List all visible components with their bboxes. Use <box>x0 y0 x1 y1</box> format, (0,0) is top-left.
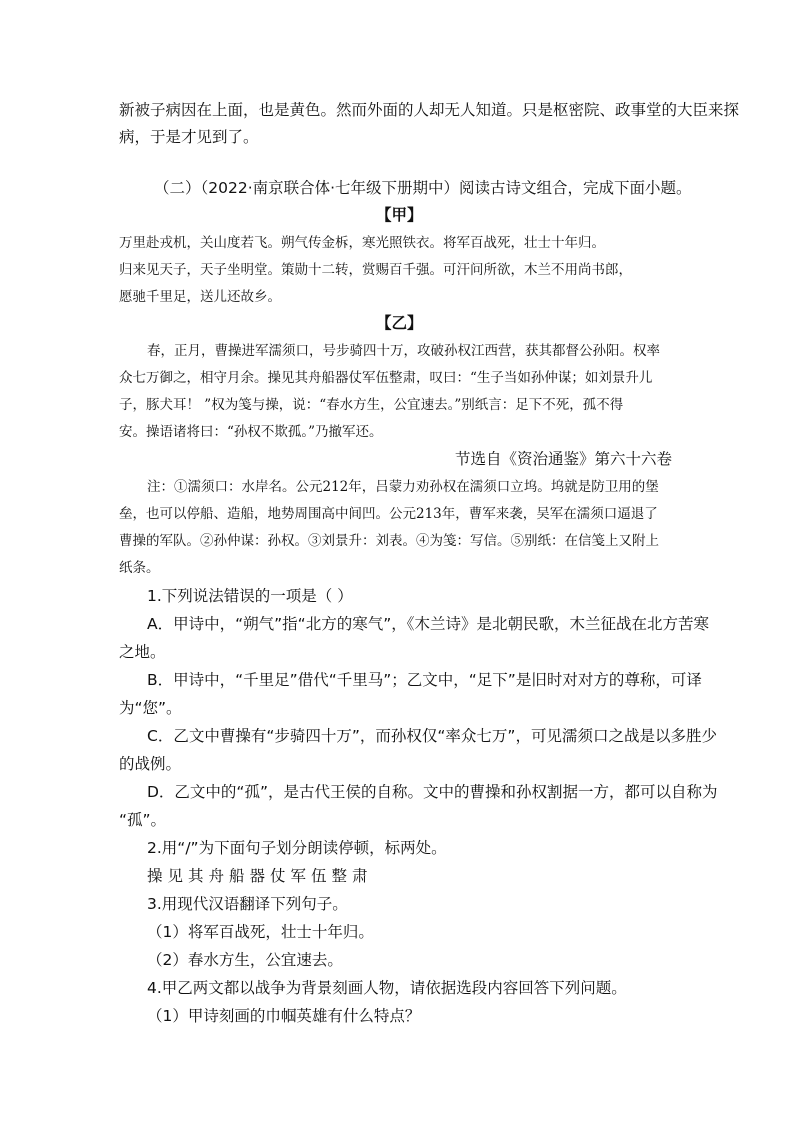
poem-jia-title: 【甲】 <box>376 206 423 224</box>
question-3-item: （1）将军百战死，壮士十年归。 <box>147 923 374 941</box>
note-line: 垒，也可以停船、造船，地势周围高中间凹。公元213年，曹军来袭，吴军在濡须口逼退了 <box>119 506 658 522</box>
poem-line: 万里赴戎机，关山度若飞。朔气传金柝，寒光照铁衣。将军百战死，壮士十年归。 <box>119 235 605 251</box>
text-line: 春，正月，曹操进军濡须口，号步骑四十万，攻破孙权江西营，获其都督公孙阳。权率 <box>147 343 660 359</box>
note-line: 曹操的军队。②孙仲谋：孙权。③刘景升：刘表。④为笺：写信。⑤别纸：在信笺上又附上 <box>119 533 659 549</box>
text-line: 众七万御之，相守月余。操见其舟船器仗军伍整肃，叹曰：“生子当如孙仲谋；如刘景升儿 <box>119 370 653 386</box>
poem-line: 愿驰千里足，送儿还故乡。 <box>119 289 281 305</box>
option-c: C．乙文中曹操有“步骑四十万”，而孙权仅“率众七万”，可见濡须口之战是以多胜少 <box>147 727 717 745</box>
intro-line: 新被子病因在上面，也是黄色。然而外面的人却无人知道。只是枢密院、政事堂的大臣来探 <box>119 101 740 119</box>
question-1: 1.下列说法错误的一项是（ ） <box>147 587 353 605</box>
option-a-cont: 之地。 <box>119 643 166 661</box>
option-a: A．甲诗中，“朔气”指“北方的寒气”，《木兰诗》是北朝民歌，木兰征战在北方苦寒 <box>147 615 709 633</box>
option-c-cont: 的战例。 <box>119 755 182 773</box>
question-4-item: （1）甲诗刻画的巾帼英雄有什么特点？ <box>147 1007 421 1025</box>
note-line: 注：①濡须口：水岸名。公元212年，吕蒙力劝孙权在濡须口立坞。坞就是防卫用的堡 <box>147 479 659 495</box>
question-2: 2.用“/”为下面句子划分朗读停顿，标两处。 <box>147 839 447 857</box>
poem-line: 归来见天子，天子坐明堂。策勋十二转，赏赐百千强。可汗问所欲，木兰不用尚书郎， <box>119 262 632 278</box>
question-2-sentence: 操见其舟船器仗军伍整肃 <box>147 867 373 885</box>
text-line: 子，豚犬耳！ ”权为笺与操，说：“春水方生，公宜速去。”别纸言：足下不死，孤不得 <box>119 397 624 413</box>
option-d: D．乙文中的“孤”，是古代王侯的自称。文中的曹操和孙权割据一方，都可以自称为 <box>147 783 718 801</box>
intro-line: 病，于是才见到了。 <box>119 128 259 146</box>
source-citation: 节选自《资治通鉴》第六十六卷 <box>454 450 672 468</box>
option-b: B．甲诗中，“千里足”借代“千里马”；乙文中，“足下”是旧时对对方的尊称，可译 <box>147 671 702 689</box>
text-line: 安。操语诸将曰：“孙权不欺孤。”乃撤军还。 <box>119 424 383 440</box>
note-line: 纸条。 <box>119 560 160 576</box>
option-b-cont: 为“您”。 <box>119 699 182 717</box>
option-d-cont: “孤”。 <box>119 811 167 829</box>
section-heading: （二）（2022·南京联合体·七年级下册期中）阅读古诗文组合，完成下面小题。 <box>154 179 692 197</box>
question-3-item: （2）春水方生，公宜速去。 <box>147 951 343 969</box>
question-3: 3.用现代汉语翻译下列句子。 <box>147 895 348 913</box>
question-4: 4.甲乙两文都以战争为背景刻画人物，请依据选段内容回答下列问题。 <box>147 979 627 997</box>
text-yi-title: 【乙】 <box>376 314 423 332</box>
